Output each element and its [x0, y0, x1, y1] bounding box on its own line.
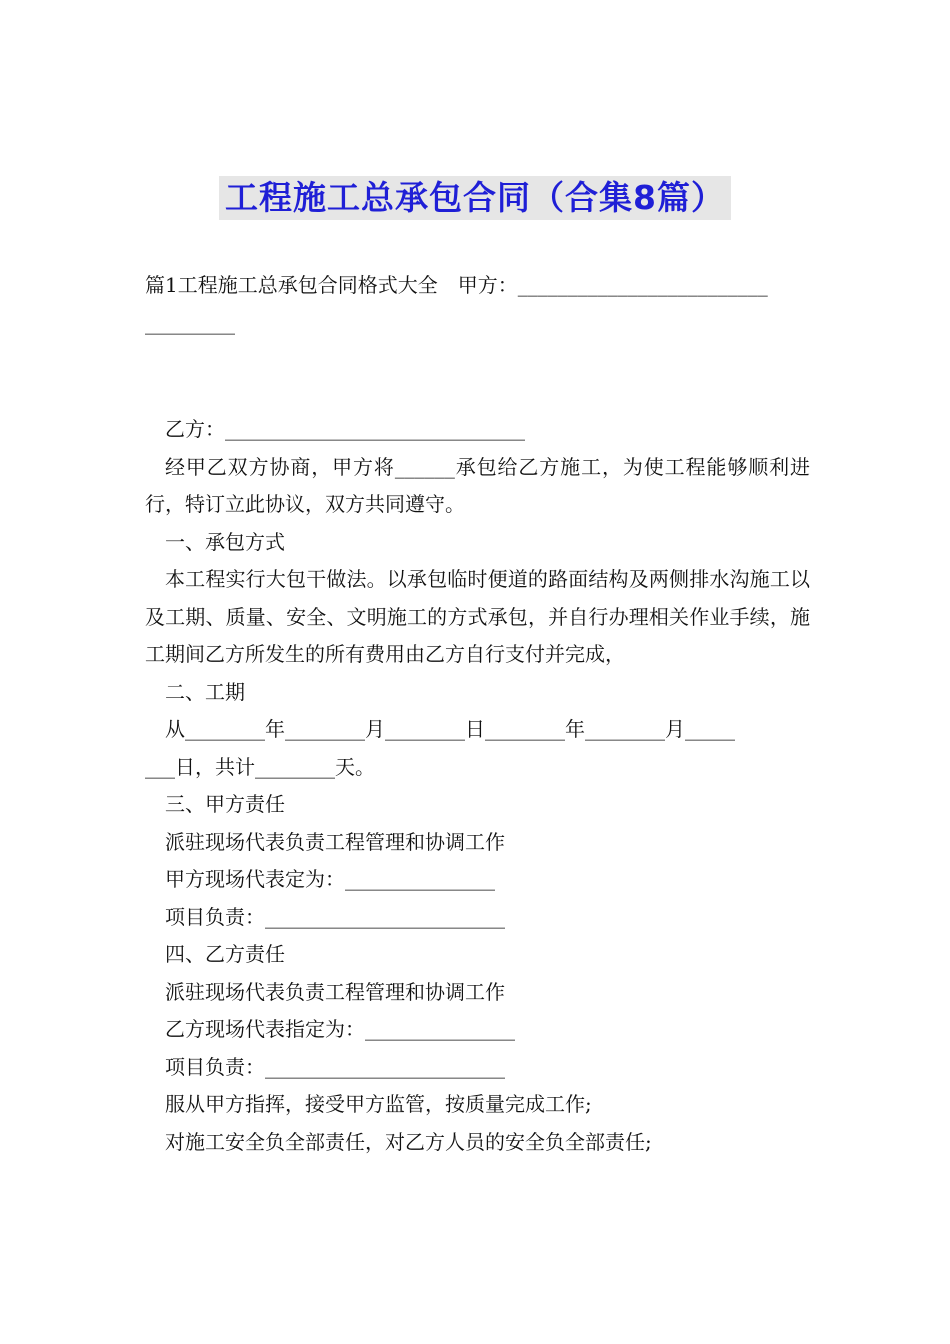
- section-2-dates-line-2: ___日，共计________天。: [145, 754, 375, 779]
- section-4-item-4: 服从甲方指挥，接受甲方监管，按质量完成工作;: [165, 1092, 592, 1116]
- intro-line-1: 篇1工程施工总承包合同格式大全 甲方：_________________________: [145, 273, 768, 297]
- section-3-item-2: 甲方现场代表定为：_______________: [165, 867, 495, 891]
- section-4-item-1: 派驻现场代表负责工程管理和协调工作: [165, 979, 505, 1004]
- section-4-heading: 四、乙方责任: [165, 942, 285, 966]
- section-4-item-2: 乙方现场代表指定为：_______________: [165, 1017, 515, 1041]
- agreement-paragraph: 经甲乙双方协商，甲方将______承包给乙方施工，为使工程能够顺利进行，特订立此协议，双方共同遵守。: [145, 454, 810, 516]
- section-4-item-5: 对施工安全负全部责任，对乙方人员的安全负全部责任;: [165, 1129, 652, 1154]
- section-1-heading: 一、承包方式: [165, 529, 285, 554]
- section-4-item-3: 项目负责：________________________: [165, 1054, 505, 1079]
- intro-block: [145, 267, 810, 342]
- document-title: 工程施工总承包合同（合集8篇）: [219, 176, 731, 220]
- title-container: [0, 176, 950, 220]
- section-1-paragraph: 本工程实行大包干做法。以承包临时便道的路面结构及两侧排水沟施工以及工期、质量、安全、文明施工的方式承包，并自行办理相关作业手续，施工期间乙方所发生的所有费用由乙方自行支付并完成，: [145, 567, 810, 666]
- section-3-heading: 三、甲方责任: [165, 792, 285, 816]
- party-b-line: 乙方：______________________________: [165, 417, 525, 441]
- section-2-heading: 二、工期: [165, 679, 245, 704]
- section-3-item-1: 派驻现场代表负责工程管理和协调工作: [165, 829, 505, 854]
- section-2-dates-line-1: 从________年________月________日________年________月_____: [165, 717, 735, 741]
- intro-line-2: _________: [145, 310, 235, 335]
- contract-body: [145, 411, 810, 1161]
- section-3-item-3: 项目负责：________________________: [165, 904, 505, 929]
